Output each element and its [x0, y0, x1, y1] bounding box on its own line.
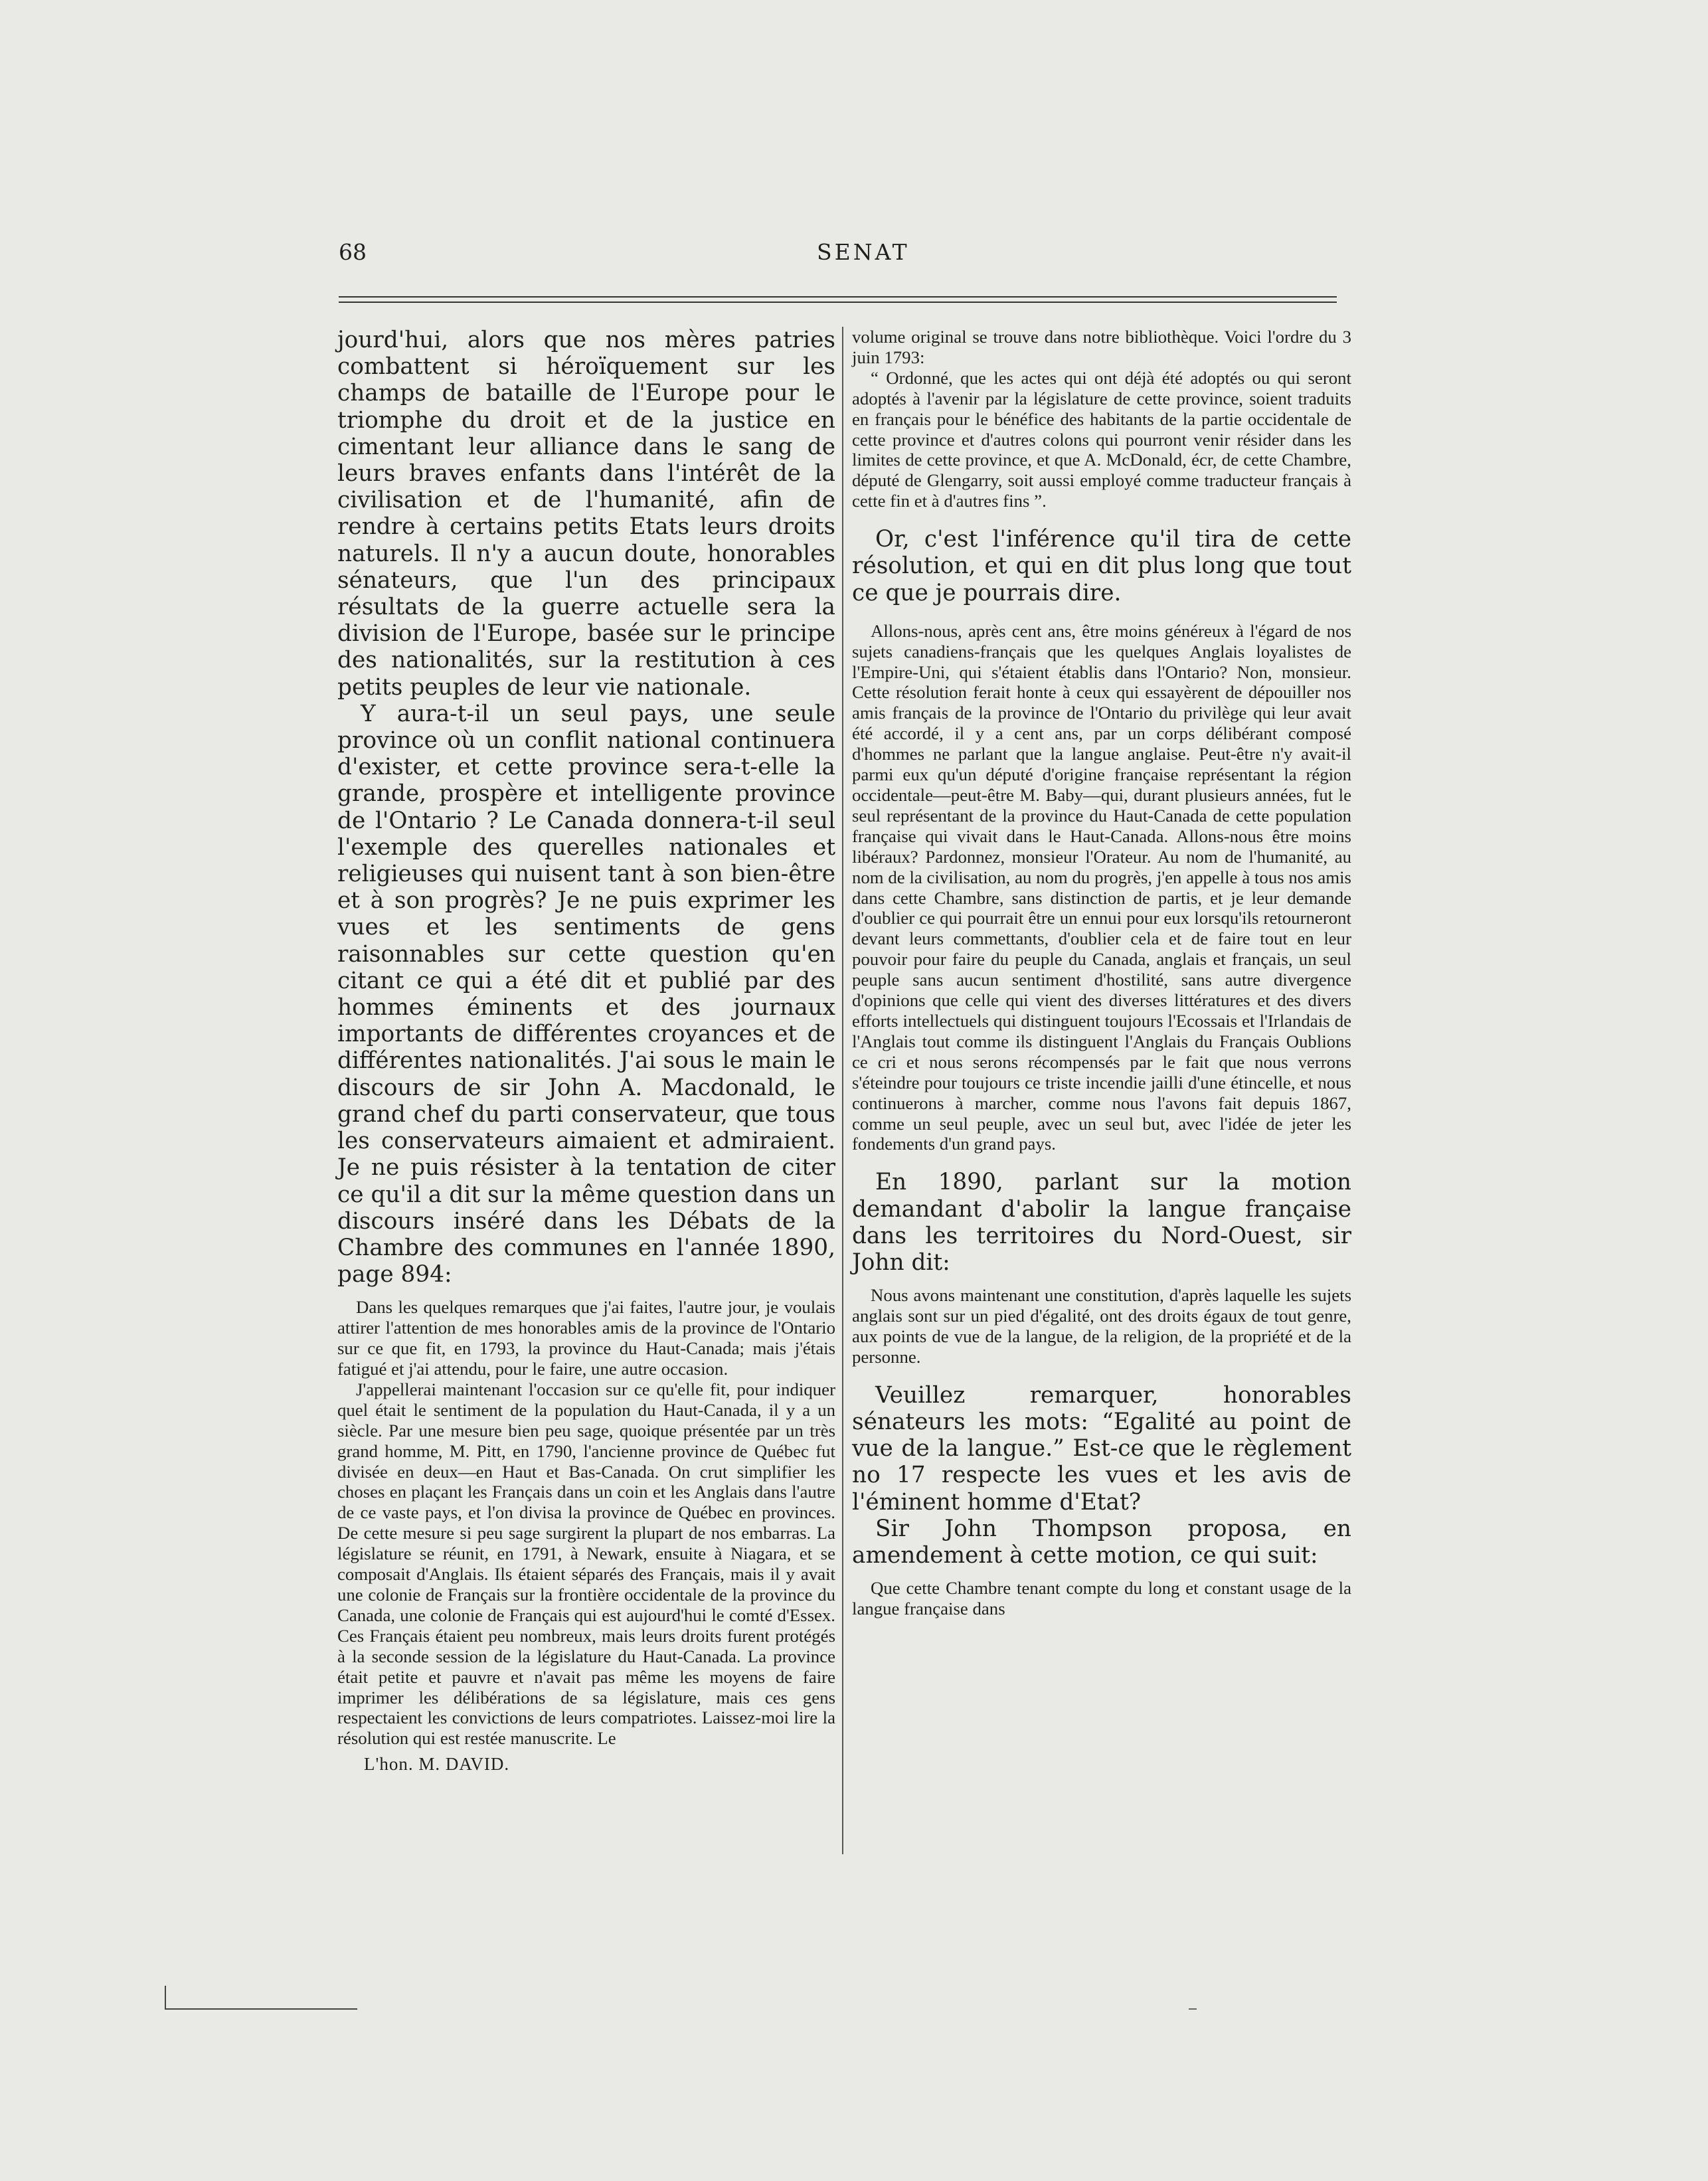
- quoted-paragraph: volume original se trouve dans notre bibliothèque. Voici l'ordre du 3 juin 1793:: [852, 327, 1351, 367]
- column-divider: [842, 327, 843, 1854]
- paragraph: Veuillez remarquer, honorables sénateurs les mots: “Egalité au point de vue de la langue.” Est-ce que le règlement no 17 respecte les vues et les avis de l'éminent homme d'Etat?: [852, 1381, 1351, 1516]
- scan-dash-mark: [1189, 2008, 1197, 2010]
- header-rule-bottom: [339, 302, 1337, 303]
- right-column: [852, 327, 1351, 1619]
- paragraph: En 1890, parlant sur la motion demandant d'abolir la langue française dans les territoires du Nord-Ouest, sir John dit:: [852, 1169, 1351, 1276]
- paragraph: Sir John Thompson proposa, en amendement à cette motion, ce qui suit:: [852, 1515, 1351, 1569]
- quoted-paragraph: J'appellerai maintenant l'occasion sur ce qu'elle fit, pour indiquer quel était le sentiment de la population du Haut-Canada, il y a un siècle. Par une mesure bien peu sage, quoique présentée par un très grand homme, M. Pitt, en 1790, l'ancienne province de Québec fut divisée en deux—en Haut et Bas-Canada. On crut simplifier les choses en plaçant les Français dans un coin et les Anglais dans l'autre de ce vaste pays, et l'on divisa la province de Québec en provinces. De cette mesure si peu sage surgirent la plupart de nos embarras. La législature se réunit, en 1791, à Newark, ensuite à Niagara, et se composait d'Anglais. Ils étaient séparés des Français, mais il y avait une colonie de Français sur la frontière occidentale de la province du Canada, une colonie de Français qui est aujourd'hui le comté d'Essex. Ces Français étaient peu nombreux, mais leurs droits furent protégés à la seconde session de la législature du Haut-Canada. La province était petite et pauvre et n'avait pas même les moyens de faire imprimer les délibérations de sa législature, mais ces gens respectaient les convictions de leurs compatriotes. Laissez-moi lire la résolution qui est restée manuscrite. Le: [337, 1379, 835, 1749]
- paragraph: Or, c'est l'inférence qu'il tira de cette résolution, et qui en dit plus long que tout ce que je pourrais dire.: [852, 526, 1351, 606]
- quoted-paragraph: Allons-nous, après cent ans, être moins généreux à l'égard de nos sujets canadiens-français que les quelques Anglais loyalistes de l'Empire-Uni, qui s'étaient établis dans l'Ontario? Non, monsieur. Cette résolution ferait honte à ceux qui essayèrent de dépouiller nos amis français de la province de l'Ontario du privilège qui leur avait été accordé, il y a cent ans, par un corps délibérant composé d'hommes ne parlant que la langue anglaise. Peut-être n'y avait-il parmi eux qu'un député d'origine française représentant la région occidentale—peut-être M. Baby—qui, durant plusieurs années, fut le seul représentant de la province du Haut-Canada de cette population française qui vivait dans le Haut-Canada. Allons-nous être moins libéraux? Pardonnez, monsieur l'Orateur. Au nom de l'humanité, au nom de la civilisation, au nom du progrès, j'en appelle à tous nos amis dans cette Chambre, sans distinction de partis, et je leur demande d'oublier ce qui pourrait être un ennui pour eux lorsqu'ils retourneront devant leurs commettants, d'oublier cela et de faire tout en leur pouvoir pour faire du peuple du Canada, anglais et français, un seul peuple sans aucun sentiment d'hostilité, sans autre divergence d'opinions que celle qui vient des diverses littératures et des divers efforts intellectuels qui distinguent toujours l'Ecossais et l'Irlandais de l'Anglais tout comme ils distinguent l'Anglais du Français Oublions ce cri et nous serons récompensés par le fait que nous verrons s'éteindre pour toujours ce triste incendie jailli d'une étincelle, et nous continuerons à marcher, comme nous l'avons fait depuis 1867, comme un seul peuple, avec un seul but, avec l'idée de jeter les fondements d'un grand pays.: [852, 620, 1351, 1154]
- paragraph: jourd'hui, alors que nos mères patries combattent si héroïquement sur les champs de bataille de l'Europe pour le triomphe du droit et de la justice en cimentant leur alliance dans le sang de leurs braves enfants dans l'intérêt de la civilisation et de l'humanité, afin de rendre à certains petits Etats leurs droits naturels. Il n'y a aucun doute, honorables sénateurs, que l'un des principaux résultats de la guerre actuelle sera la division de l'Europe, basée sur le principe des nationalités, sur la restitution à ces petits peuples de leur vie nationale.: [337, 327, 835, 701]
- speaker-label: L'hon. M. DAVID.: [364, 1754, 510, 1775]
- left-column: [337, 327, 835, 1775]
- quoted-paragraph: Dans les quelques remarques que j'ai faites, l'autre jour, je voulais attirer l'attention de mes honorables amis de la province de l'Ontario sur ce que fit, en 1793, la province du Haut-Canada; mais j'étais fatigué et j'ai attendu, pour le faire, une autre occasion.: [337, 1297, 835, 1379]
- header-rule-top: [339, 296, 1337, 298]
- running-title: SENAT: [817, 239, 910, 265]
- quoted-paragraph: Nous avons maintenant une constitution, d'après laquelle les sujets anglais sont sur un pied d'égalité, ont des droits égaux de tout genre, aux points de vue de la langue, de la religion, de la propriété et de la personne.: [852, 1285, 1351, 1367]
- quoted-paragraph: Que cette Chambre tenant compte du long et constant usage de la langue française dans: [852, 1578, 1351, 1619]
- page-header: [0, 239, 1708, 272]
- scan-corner-mark: [165, 1986, 166, 2010]
- quoted-paragraph: “ Ordonné, que les actes qui ont déjà été adoptés ou qui seront adoptés à l'avenir par la législature de cette province, soient traduits en français pour le bénéfice des habitants de la partie occidentale de cette province et d'autres colons qui pourront venir résider dans les limites de cette province, et que A. McDonald, écr, de cette Chambre, député de Glengarry, soit aussi employé comme traducteur français à cette fin et à d'autres fins ”.: [852, 367, 1351, 511]
- scan-corner-mark: [165, 2008, 357, 2010]
- paragraph: Y aura-t-il un seul pays, une seule province où un conflit national continuera d'exister, et cette province sera-t-elle la grande, prospère et intelligente province de l'Ontario ? Le Canada donnera-t-il seul l'exemple des querelles nationales et religieuses qui nuisent tant à son bien-être et à son progrès? Je ne puis exprimer les vues et les sentiments de gens raisonnables sur cette question qu'en citant ce qui a été dit et publié par des hommes éminents et des journaux importants de différentes croyances et de différentes nationalités. J'ai sous le main le discours de sir John A. Macdonald, le grand chef du parti conservateur, que tous les conservateurs aimaient et admiraient. Je ne puis résister à la tentation de citer ce qu'il a dit sur la même question dans un discours inséré dans les Débats de la Chambre des communes en l'année 1890, page 894:: [337, 700, 835, 1288]
- page-number: 68: [339, 239, 367, 265]
